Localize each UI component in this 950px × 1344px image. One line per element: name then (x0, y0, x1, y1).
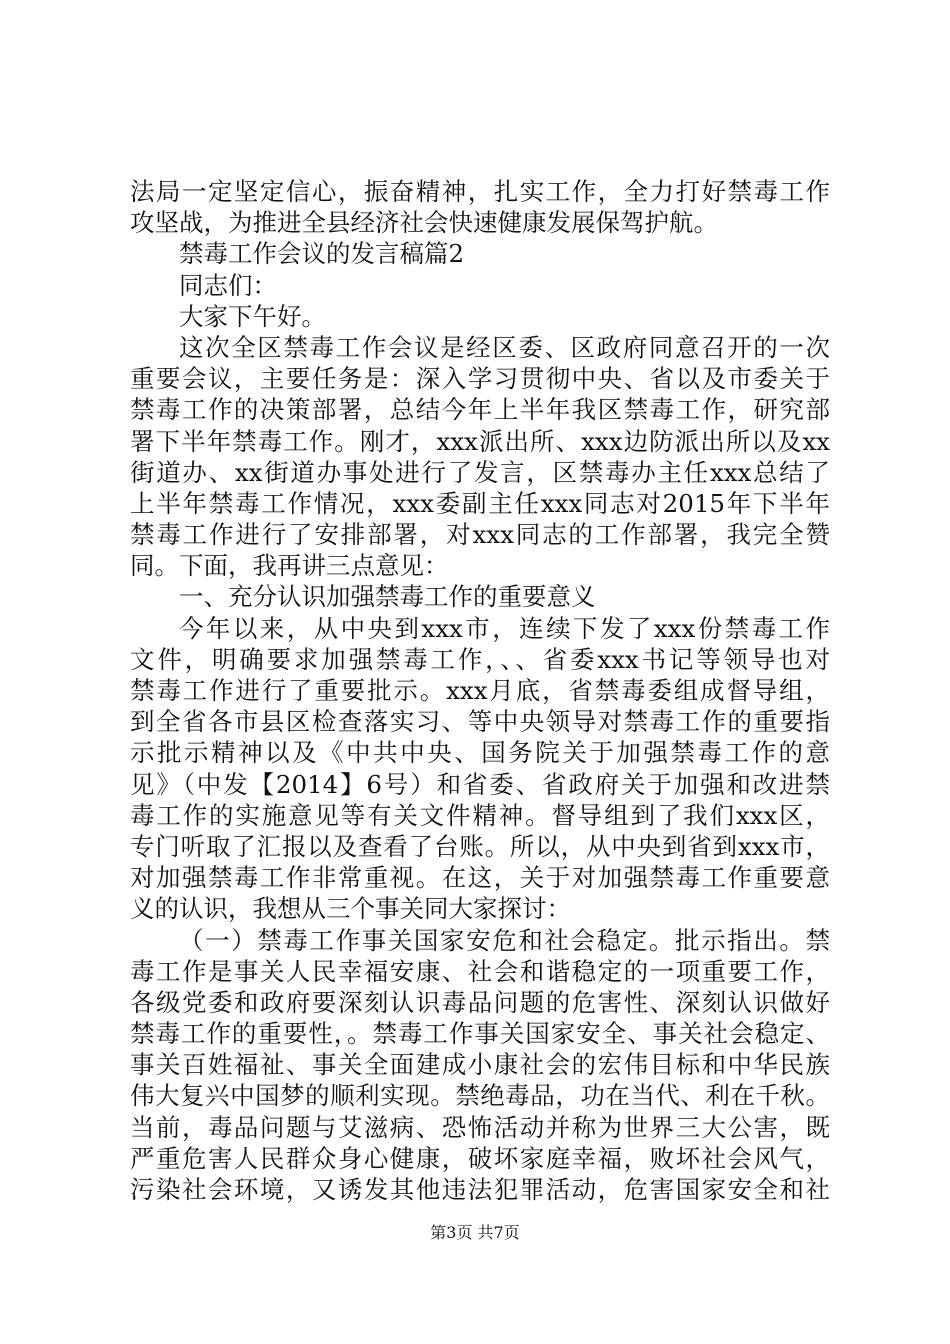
text-line: 攻坚战，为推进全县经济社会快速健康发展保驾护航。 (130, 208, 718, 238)
text-line: 重要会议，主要任务是：深入学习贯彻中央、省以及市委关于 (130, 364, 830, 394)
text-line: 毒工作是事关人民幸福安康、社会和谐稳定的一项重要工作， (130, 956, 830, 986)
text-line: 这次全区禁毒工作会议是经区委、区政府同意召开的一次 (179, 332, 830, 362)
text-line: 禁毒工作的重要性，。禁毒工作事关国家安全、事关社会稳定、 (130, 1019, 830, 1049)
text-line: 专门听取了汇报以及查看了台账。所以，从中央到省到xxx市， (130, 831, 830, 861)
text-line: 禁毒工作会议的发言稿篇2 (179, 239, 465, 269)
page-footer: 第3页 共7页 (430, 1223, 520, 1242)
text-line: 事关百姓福祉、事关全面建成小康社会的宏伟目标和中华民族 (130, 1050, 830, 1080)
text-line: 同志们： (179, 270, 277, 300)
text-line: 同。下面，我再讲三点意见： (130, 551, 449, 581)
text-line: 对加强禁毒工作非常重视。在这，关于对加强禁毒工作重要意 (130, 863, 830, 893)
text-line: 署下半年禁毒工作。刚才，xxx派出所、xxx边防派出所以及xx (130, 426, 830, 456)
text-line: 见》（中发【2014】6号）和省委、省政府关于加强和改进禁 (130, 769, 830, 799)
text-line: 各级党委和政府要深刻认识毒品问题的危害性、深刻认识做好 (130, 987, 830, 1017)
text-line: 禁毒工作进行了重要批示。xxx月底，省禁毒委组成督导组， (130, 676, 830, 705)
text-line: 伟大复兴中国梦的顺利实现。禁绝毒品，功在当代、利在千秋。 (130, 1081, 830, 1111)
text-line: 上半年禁毒工作情况，xxx委副主任xxx同志对2015年下半年 (130, 488, 830, 518)
text-line: 街道办、xx街道办事处进行了发言，区禁毒办主任xxx总结了 (130, 457, 830, 487)
text-line: 禁毒工作进行了安排部署，对xxx同志的工作部署，我完全赞 (130, 520, 830, 550)
text-line: 禁毒工作的决策部署，总结今年上半年我区禁毒工作，研究部 (130, 395, 830, 425)
text-line: 到全省各市县区检查落实习、等中央领导对禁毒工作的重要指 (130, 707, 830, 737)
text-line: 当前，毒品问题与艾滋病、恐怖活动并称为世界三大公害，既 (130, 1112, 830, 1142)
text-line: 示批示精神以及《中共中央、国务院关于加强禁毒工作的意 (130, 738, 830, 768)
text-line: 义的认识，我想从三个事关同大家探讨： (130, 894, 571, 924)
text-line: 今年以来，从中央到xxx市，连续下发了xxx份禁毒工作 (179, 613, 830, 643)
text-line: 一、充分认识加强禁毒工作的重要意义 (179, 582, 596, 612)
text-line: 污染社会环境，又诱发其他违法犯罪活动，危害国家安全和社 (130, 1175, 830, 1204)
text-line: 大家下午好。 (179, 301, 326, 331)
text-line: （一）禁毒工作事关国家安危和社会稳定。批示指出。禁 (179, 925, 830, 955)
text-line: 毒工作的实施意见等有关文件精神。督导组到了我们xxx区， (130, 800, 830, 830)
body-text (130, 176, 830, 1205)
text-line: 文件，明确要求加强禁毒工作，、、省委xxx书记等领导也对 (130, 644, 830, 674)
text-line: 法局一定坚定信心，振奋精神，扎实工作，全力打好禁毒工作 (130, 177, 830, 206)
text-line: 严重危害人民群众身心健康，破坏家庭幸福，败坏社会风气， (130, 1143, 830, 1173)
